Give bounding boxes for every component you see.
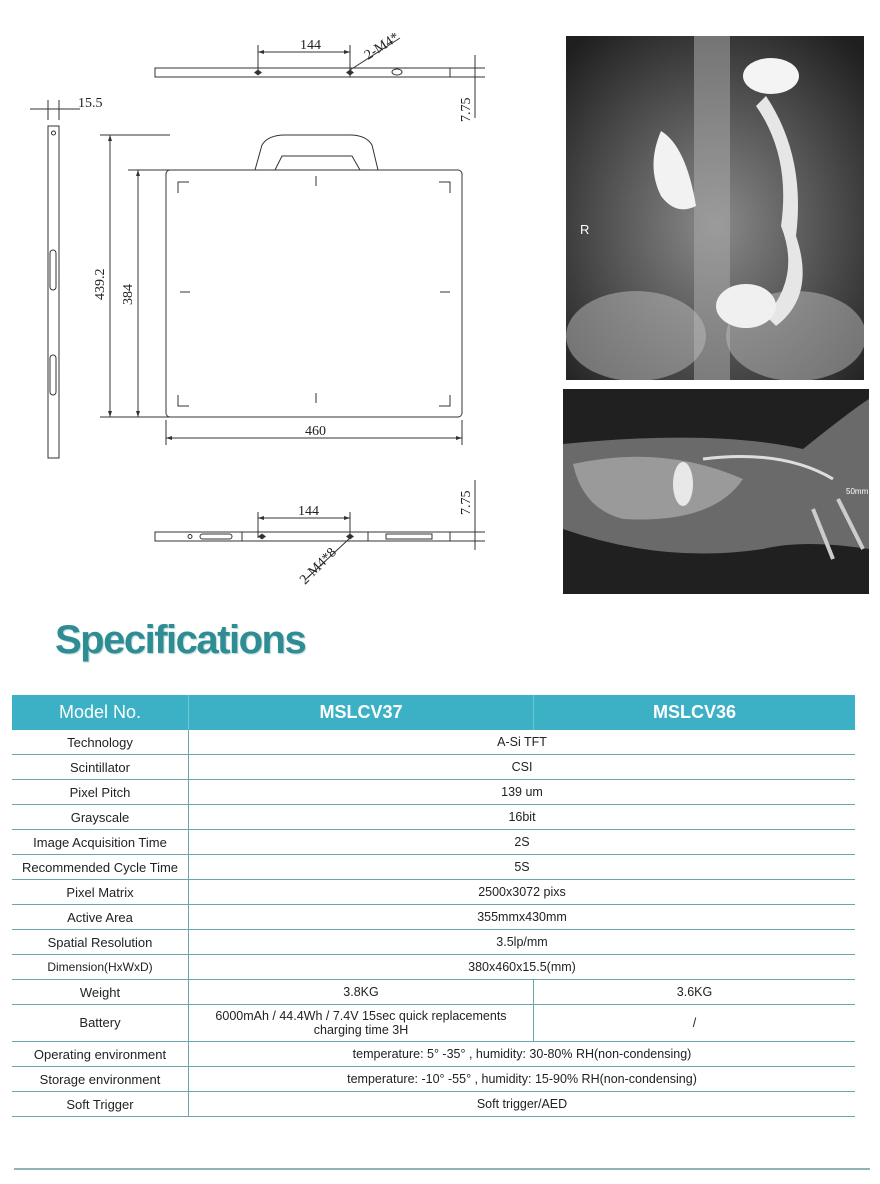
footer-divider [14, 1168, 870, 1170]
row-label: Pixel Matrix [12, 880, 189, 905]
row-value: temperature: -10° -55° , humidity: 15-90% RH(non-condensing) [189, 1067, 856, 1092]
weight-model-b: 3.6KG [534, 980, 856, 1005]
row-label: Weight [12, 980, 189, 1005]
row-value: A-Si TFT [189, 730, 856, 755]
table-row [12, 980, 855, 1005]
battery-line-2: charging time 3H [313, 1023, 409, 1037]
row-label: Image Acquisition Time [12, 830, 189, 855]
row-label: Storage environment [12, 1067, 189, 1092]
table-row [12, 1067, 855, 1092]
detector-panel [166, 170, 462, 417]
battery-line-1: 6000mAh / 44.4Wh / 7.4V 15sec quick replacements [215, 1009, 507, 1023]
table-row [12, 930, 855, 955]
side-edge-view [48, 126, 59, 458]
row-label: Battery [12, 1005, 189, 1042]
width-label: 460 [305, 424, 326, 439]
carry-handle [255, 135, 378, 170]
table-row [12, 730, 855, 755]
header-model-b: MSLCV36 [534, 695, 856, 730]
top-edge-view [155, 68, 450, 77]
row-value: temperature: 5° -35° , humidity: 30-80% RH(non-condensing) [189, 1042, 856, 1067]
table-row [12, 755, 855, 780]
row-value: 5S [189, 855, 856, 880]
weight-model-a: 3.8KG [189, 980, 534, 1005]
active-height-label: 384 [121, 284, 136, 305]
table-row [12, 880, 855, 905]
technical-drawing [0, 0, 560, 610]
row-value: 139 um [189, 780, 856, 805]
row-label: Grayscale [12, 805, 189, 830]
header-model-a: MSLCV37 [189, 695, 534, 730]
table-row [12, 955, 855, 980]
row-label: Operating environment [12, 1042, 189, 1067]
table-row [12, 1005, 855, 1042]
header-model-label: Model No. [12, 695, 189, 730]
table-row [12, 805, 855, 830]
row-value: 2S [189, 830, 856, 855]
row-label: Pixel Pitch [12, 780, 189, 805]
top-dimension: 144 [300, 38, 321, 53]
table-row [12, 780, 855, 805]
battery-model-a [189, 1005, 534, 1042]
row-value: 380x460x15.5(mm) [189, 955, 856, 980]
table-row [12, 855, 855, 880]
table-row [12, 830, 855, 855]
row-label: Active Area [12, 905, 189, 930]
animal-xray-image [563, 389, 869, 594]
table-row [12, 1042, 855, 1067]
bottom-dimension: 144 [298, 504, 319, 519]
top-thickness-label: 7.75 [459, 97, 474, 122]
row-value: Soft trigger/AED [189, 1092, 856, 1117]
row-value: 2500x3072 pixs [189, 880, 856, 905]
table-row [12, 905, 855, 930]
row-label: Dimension(HxWxD) [12, 955, 189, 980]
bottom-screw-label: 2-M4*8 [297, 545, 340, 588]
side-thickness-label: 15.5 [78, 96, 103, 111]
xray-side-marker: R [580, 222, 590, 237]
row-label: Scintillator [12, 755, 189, 780]
scale-marker: 50mm [846, 487, 869, 496]
row-value: 355mmx430mm [189, 905, 856, 930]
row-label: Soft Trigger [12, 1092, 189, 1117]
battery-model-b: / [534, 1005, 856, 1042]
row-label: Technology [12, 730, 189, 755]
row-label: Spatial Resolution [12, 930, 189, 955]
row-value: 3.5lp/mm [189, 930, 856, 955]
overall-height-label: 439.2 [93, 268, 108, 300]
row-label: Recommended Cycle Time [12, 855, 189, 880]
abdominal-xray-image [566, 36, 864, 380]
section-title: Specifications [55, 618, 306, 662]
row-value: 16bit [189, 805, 856, 830]
bottom-thickness-label: 7.75 [459, 490, 474, 515]
top-screw-label: 2-M4* [362, 30, 403, 64]
specifications-table [12, 695, 855, 1117]
bottom-edge-view [155, 532, 450, 541]
row-value: CSI [189, 755, 856, 780]
table-header-row [12, 695, 855, 730]
table-row [12, 1092, 855, 1117]
